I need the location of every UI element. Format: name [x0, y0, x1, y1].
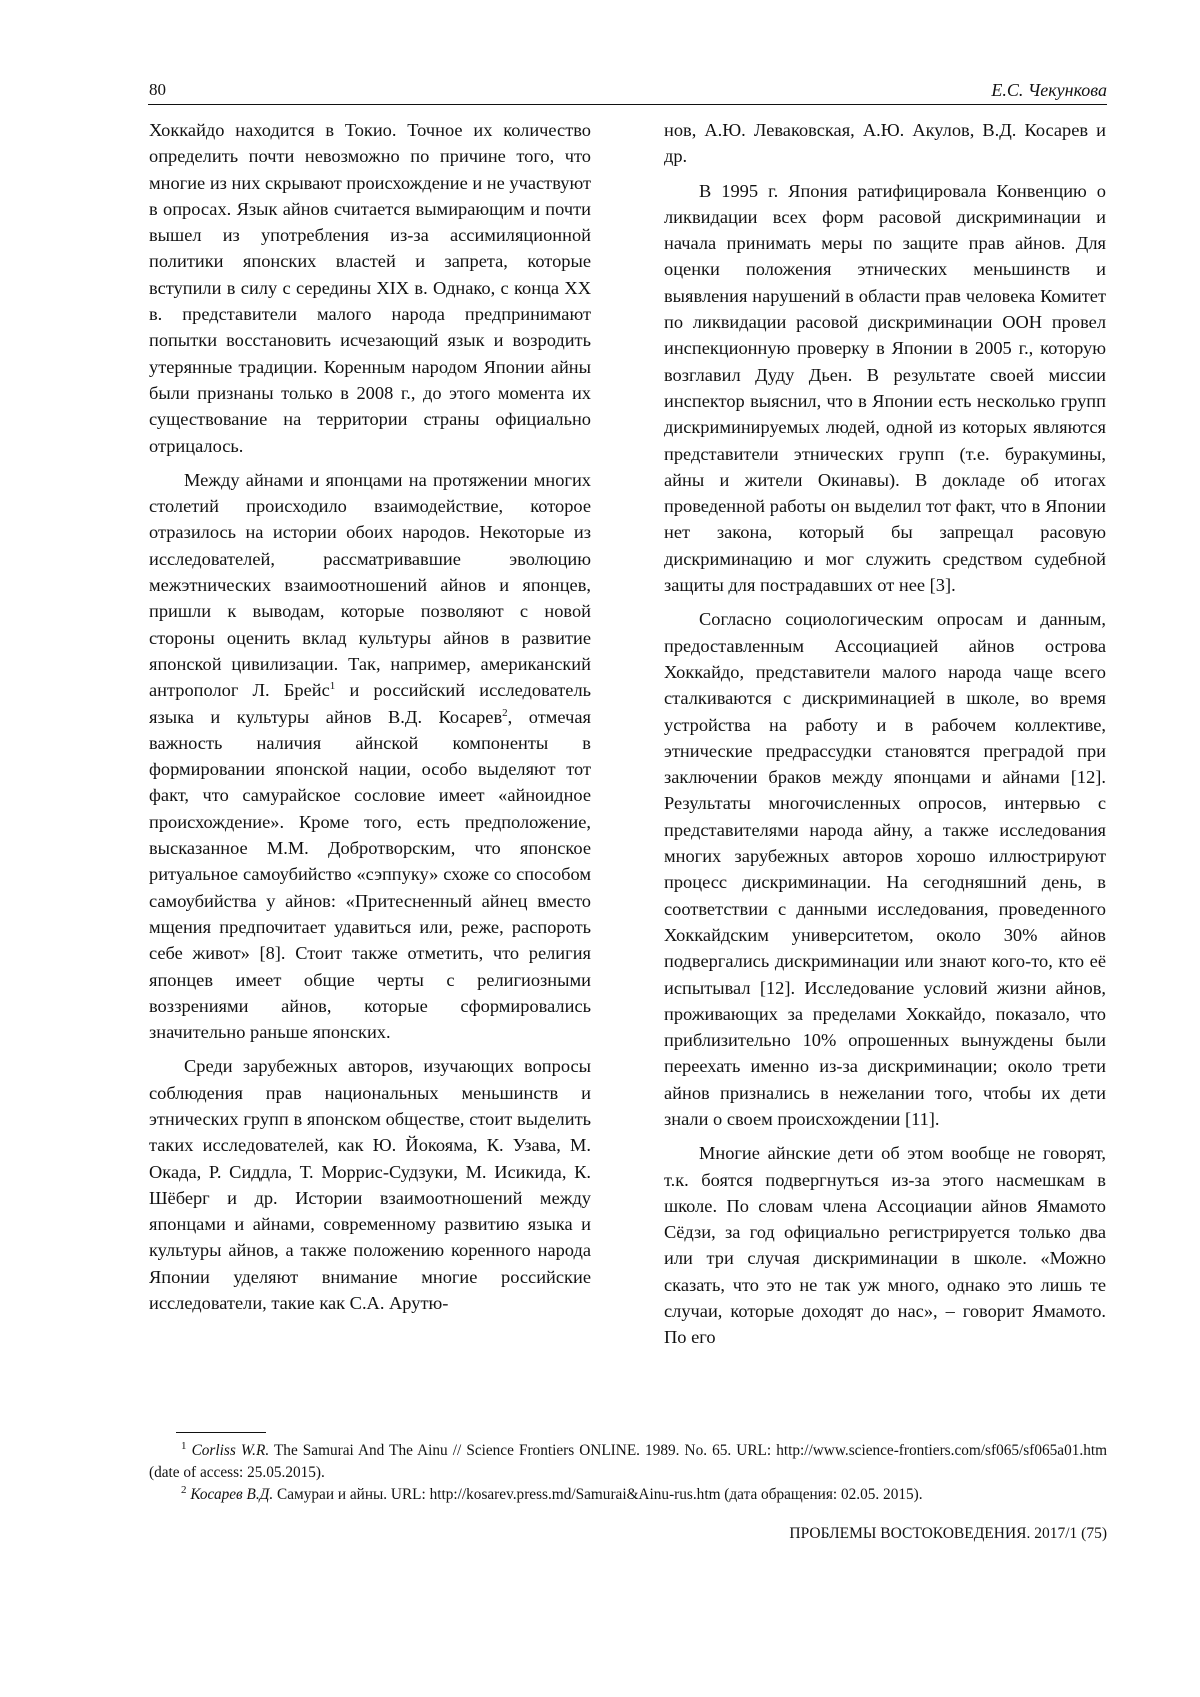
- footnote-1: [149, 1440, 1107, 1484]
- text-span: , отмечая важность наличия айнской компоненты в формировании японской нации, особо выделяют тот факт, что самурайское сословие имеет «айноидное происхождение». Кроме того, есть предположение, высказанное М.М. Добротворским, что японское ритуальное самоубийство «сэппуку» схоже со способом самоубийства у айнов: «Притесненный айнец вместо мщения предпочитает удавиться или, реже, распороть себе живот» [8]. Стоит также отметить, что религия японцев имеет общие черты с религиозными воззрениями айнов, которые сформировались значительно раньше японских.: [149, 706, 591, 1043]
- footnote-text: Самураи и айны. URL: http://kosarev.press.md/Samurai&Ainu-rus.htm (дата обращения: 02.05. 2015).: [273, 1486, 923, 1503]
- paragraph: Многие айнские дети об этом вообще не говорят, т.к. боятся подвергнуться из-за этого насмешкам в школе. По словам члена Ассоциации айнов Ямамото Сёдзи, за год официально регистрируется только два или три случая дискриминации в школе. «Можно сказать, что это не так уж много, однако это лишь те случаи, которые доходят до нас», – говорит Ямамото. По его: [664, 1143, 1106, 1348]
- paragraph: В 1995 г. Япония ратифицировала Конвенцию о ликвидации всех форм расовой дискриминации и начала принимать меры по защите прав айнов. Для оценки положения этнических меньшинств и выявления нарушений в области прав человека Комитет по ликвидации расовой дискриминации ООН провел инспекционную проверку в Японии в 2005 г., которую возглавил Дуду Дьен. В результате своей миссии инспектор выяснил, что в Японии есть несколько групп дискриминируемых людей, одной из которых являются представители этнических групп (т.е. буракумины, айны и жители Окинавы). В докладе об итогах проведенной работы он выделил тот факт, что в Японии нет закона, который бы запрещал расовую дискриминацию и мог служить средством судебной защиты для пострадавших от нее [3].: [664, 180, 1106, 596]
- footnote-author: Косарев В.Д.: [190, 1486, 274, 1503]
- paragraph: нов, А.Ю. Леваковская, А.Ю. Акулов, В.Д. Косарев и др.: [664, 120, 1106, 167]
- footnote-rule: [176, 1432, 266, 1433]
- paragraph: Хоккайдо находится в Токио. Точное их количество определить почти невозможно по причине того, что многие из них скрывают происхождение и не участвуют в опросах. Язык айнов считается вымирающим и почти вышел из употребления из-за ассимиляционной политики японских властей и запрета, которые вступили в силу с середины XIX в. Однако, с конца XX в. представители малого народа предпринимают попытки восстановить исчезающий язык и возродить утерянные традиции. Коренным народом Японии айны были признаны только в 2008 г., до этого момента их существование на территории страны официально отрицалось.: [149, 120, 591, 456]
- text-span: Между айнами и японцами на протяжении многих столетий происходило взаимодействие, которое отразилось на истории обоих народов. Некоторые из исследователей, рассматривавшие эволюцию межэтнических взаимоотношений айнов и японцев, пришли к выводам, которые позволяют с новой стороны оценить вклад культуры айнов в развитие японской цивилизации. Так, например, американский антрополог Л. Брейс: [149, 469, 591, 701]
- footnote-ref-2[interactable]: 2: [502, 706, 508, 719]
- footnote-2: [149, 1484, 1107, 1506]
- journal-footer: ПРОБЛЕМЫ ВОСТОКОВЕДЕНИЯ. 2017/1 (75): [789, 1525, 1107, 1542]
- footnote-mark: 2: [181, 1483, 187, 1496]
- page-number: 80: [149, 80, 166, 99]
- footnotes: [149, 1440, 1107, 1506]
- paragraph: Среди зарубежных авторов, изучающих вопросы соблюдения прав национальных меньшинств и этнических групп в японском обществе, стоит выделить таких исследователей, как Ю. Йокояма, К. Узава, М. Окада, Р. Сиддла, Т. Моррис-Судзуки, М. Исикида, К. Шёберг и др. Истории взаимоотношений между японцами и айнами, современному развитию языка и культуры айнов, а также положению коренного народа Японии уделяют внимание многие российские исследователи, такие как С.А. Арутю-: [149, 1056, 591, 1314]
- footnote-ref-1[interactable]: 1: [329, 680, 336, 693]
- running-head-author: Е.С. Чекункова: [991, 80, 1107, 100]
- text-span: и российский исследователь языка и культуры айнов В.Д. Косарев: [149, 680, 592, 727]
- paragraph: [149, 467, 591, 1046]
- left-column: [149, 117, 591, 1316]
- right-column: [664, 117, 1106, 1351]
- paragraph: Согласно социологическим опросам и данным, предоставленным Ассоциацией айнов острова Хоккайдо, представители малого народа чаще всего сталкиваются с дискриминацией в школе, во время устройства на работу и в рабочем коллективе, этнические предрассудки становятся преградой при заключении браков между японцами и айнами [12]. Результаты многочисленных опросов, интервью с представителями народа айну, а также исследования многих зарубежных авторов хорошо иллюстрируют процесс дискриминации. На сегодняшний день, в соответствии с данными исследования, проведенного Хоккайдским университетом, около 30% айнов подвергались дискриминации или знают кого-то, кто её испытывал [12]. Исследование условий жизни айнов, проживающих за пределами Хоккайдо, показало, что приблизительно 10% опрошенных вынуждены были переехать именно из-за дискриминации; около трети айнов признались в нежелании того, чтобы их дети знали о своем происхождении [11].: [664, 609, 1106, 1129]
- footnote-author: Corliss W.R.: [191, 1442, 270, 1459]
- footnote-text: The Samurai And The Ainu // Science Frontiers ONLINE. 1989. No. 65. URL: http://www.science-frontiers.com/sf065/sf065a01.htm (date of access: 25.05.2015).: [149, 1442, 1107, 1481]
- header-rule: [148, 104, 1107, 105]
- footnote-mark: 1: [181, 1439, 187, 1452]
